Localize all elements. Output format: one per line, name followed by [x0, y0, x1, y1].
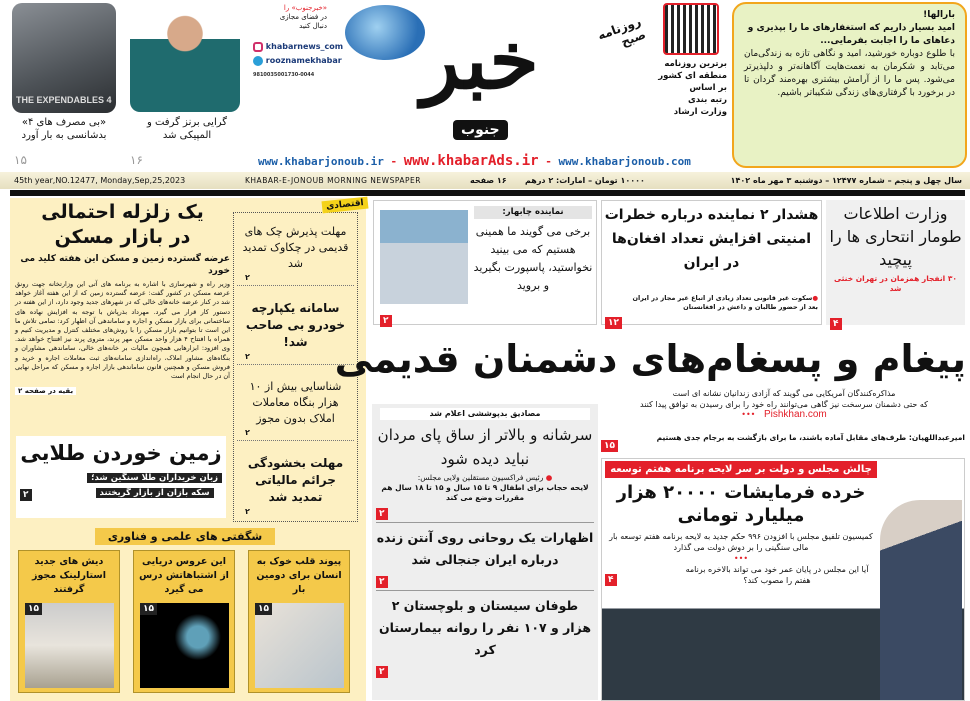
- science-title: شگفتی های علمی و فناوری: [95, 528, 275, 545]
- interview-page: ۲: [380, 315, 392, 327]
- housing-title[interactable]: [15, 200, 230, 250]
- qr-caption-3: بر اساس: [689, 83, 727, 93]
- budget-page: ۴: [605, 574, 617, 586]
- teaser-page-2: ۱۶: [130, 153, 143, 167]
- qr-code[interactable]: [663, 3, 719, 55]
- cleric-title[interactable]: اظهارات یک روحانی روی آنتن زنده درباره ایران جنجالی شد: [376, 530, 594, 567]
- gold-sub-2: سکه بازان از بازار گریختند: [96, 488, 214, 498]
- divider: [10, 190, 965, 196]
- divider: [376, 522, 594, 523]
- social-intro-2: در فضای مجازی: [279, 13, 327, 21]
- science-photo: [140, 603, 229, 688]
- info-fa-date: سال چهل و پنجم – شماره ۱۲۴۷۷ – دوشنبه ۳ مهر ماه ۱۴۰۲: [730, 176, 962, 185]
- hijab-detail: لایحه حجاب برای اطفال ۹ تا ۱۵ سال و ۱۵ تا ۱۸ سال هم مقررات وضع می کند: [381, 483, 589, 502]
- housing-subtitle: عرضه گسترده زمین و مسکن این هفته کلید می خورد: [20, 254, 230, 276]
- qr-caption-5: وزارت ارشاد: [673, 107, 727, 117]
- continued-link[interactable]: بقیه در صفحه ۲: [15, 387, 76, 395]
- housing-body: وزیر راه و شهرسازی با اشاره به برنامه های آتی این وزارتخانه جهت رونق عرضه مسکن در کشور گفت: عرضه گسترده زمین که از این هفته آغاز خواهد شد در کنار عرضه خانه‌های خالی که در شهرهای جدید وجود دارد، از این هفته در دستور کار قرار می گیرد. مهرداد بذرپاش با توجه به افزایش نهاده های ساختمانی برای بازار مسکن و اجاره و ساماندهی آن اظهار کرد: تمامی تلاش ما این است تا بتوانیم بازار مسکن را با روش‌های مختلف کنترل و مدیریت کنیم و همراه با افتتاح ۴ هزار واحد مسکن مهر پرند، متروی پرند نیز افتتاح خواهد شد. وی افزود: ابزارهایی همچون مالیات بر خانه‌های خالی، ساماندهی مشاوران و بنگاه‌های مشاور املاک، راه‌اندازی سامانه‌های ثبت معاملات اجاره و خرید و فروش مسکن و همچنین قانون ساماندهی بازار اجاره و مسکن که مراحل نهایی آن در حال انجام است: [15, 280, 230, 381]
- teaser-caption-2[interactable]: گرایی برنز گرفت و المپیکی شد: [146, 117, 228, 141]
- url-sep: -: [545, 155, 552, 168]
- lead-line-1: مذاکره‌کنندگان آمریکایی می گویند که آزادی زندانیان نشانه ای است: [672, 389, 896, 398]
- economy-item-title: شناسایی بیش از ۱۰ هزار بنگاه معاملات املاک بدون مجوز: [249, 380, 342, 425]
- economy-page-1: ۲: [245, 273, 250, 282]
- headline-lead: [603, 389, 965, 421]
- interview-title: برخی می گویند ما همینی هستیم که می بینید نخواستید، پاسپورت بگیرید و بروید: [473, 225, 593, 292]
- url-ads[interactable]: www.khabarAds.ir: [403, 153, 539, 169]
- telegram-link[interactable]: [253, 54, 343, 68]
- prayer-lead: امید بسیار داریم که استغفارهای ما را بپذیری و دعاهای ما را اجابت بفرمایی...: [747, 23, 955, 46]
- budget-dots: •••: [733, 554, 749, 563]
- science-page: ۱۵: [140, 603, 157, 615]
- telegram-icon: [253, 56, 263, 66]
- budget-p1: کمیسیون تلفیق مجلس با افزودن ۹۹۶ حکم جدید به لایحه برنامه هفتم توسعه بار مالی سنگینی را بر دوش دولت می گذارد: [609, 532, 873, 552]
- url-sep: -: [390, 155, 398, 168]
- economy-item-4[interactable]: [237, 452, 354, 519]
- social-intro-3: دنبال کنید: [299, 22, 327, 30]
- info-pages: ۱۶ صفحه: [470, 176, 507, 185]
- logo-sub: جنوب: [453, 120, 508, 140]
- science-card-3[interactable]: [18, 550, 120, 693]
- photo-text: THE EXPENDABLES 4: [16, 95, 112, 105]
- economy-label: اقتصادی: [321, 197, 368, 214]
- gold-page: ۲: [20, 489, 32, 501]
- afghan-page: ۱۲: [605, 317, 622, 329]
- hijab-lead-block: [376, 473, 594, 503]
- interview-kicker: نماینده چابهار:: [474, 206, 592, 219]
- qr-caption-2: منطقه ای کشور: [658, 71, 727, 81]
- cleric-page: ۲: [376, 576, 388, 588]
- main-headline[interactable]: پیغام و پسغام‌های دشمنان قدیمی: [334, 337, 966, 381]
- lead-line-2: که حتی دشمنان سرسخت نیز گاهی می‌توانند راه خود را برای رسیدن به توافق پیدا کنند: [640, 399, 928, 409]
- teaser-page-1: ۱۵: [14, 153, 27, 167]
- science-card-title: این عروس دریایی از اشتباهاتش درس می گیرد: [139, 556, 229, 595]
- prayer-box: [732, 2, 967, 168]
- url-left[interactable]: www.khabarjonoub.ir: [258, 155, 384, 168]
- divider: [376, 590, 594, 591]
- economy-item-1[interactable]: [237, 221, 354, 286]
- budget-kicker: چالش مجلس و دولت بر سر لایحه برنامه هفتم توسعه: [605, 461, 877, 478]
- prayer-body: با طلوع دوباره خورشید، امید و نگاهی تازه به زندگی‌مان می‌تابد و شکرمان به نعمت‌هایت آگاهانه‌تر و دلپذیرتر می‌شود. پس ما را از آرامش بیشتری بهره‌مند گردان تا در برخورد با گرفتاری‌های زندگی شکیباتر باشیم.: [744, 49, 955, 98]
- url-right[interactable]: www.khabarjonoub.com: [558, 155, 691, 168]
- science-page: ۱۵: [255, 603, 272, 615]
- intel-page: ۴: [830, 318, 842, 330]
- science-photo: [25, 603, 114, 688]
- instagram-handle: khabarnews_com: [265, 42, 344, 51]
- info-bar: [0, 172, 970, 189]
- budget-title: خرده فرمایشات ۲۰۰۰۰ هزار میلیارد تومانی: [616, 482, 866, 526]
- economy-item-title: مهلت بخشودگی جرائم مالیاتی تمدید شد: [247, 456, 344, 504]
- quote-line: امیرعبداللهیان: طرف‌های مقابل آماده باشند، ما برای بازگشت به برجام جدی هستیم: [656, 433, 965, 442]
- newspaper-logo[interactable]: [335, 0, 648, 150]
- economy-page-3: ۲: [245, 428, 250, 437]
- science-card-title: دیش های جدید استارلینک مجوز گرفتند: [31, 556, 107, 595]
- economy-page-2: ۲: [245, 352, 250, 361]
- afghan-bullet: [624, 294, 818, 312]
- info-en-name: KHABAR-E-JONOUB MORNING NEWSPAPER: [245, 176, 421, 185]
- social-box: [252, 4, 327, 31]
- science-photo: [255, 603, 344, 688]
- science-card-2[interactable]: [133, 550, 235, 693]
- economy-item-title: سامانه یکپارچه خودرو بی صاحب شد!: [245, 301, 346, 349]
- hijab-title[interactable]: سرشانه و بالاتر از ساق پای مردان نباید دیده شود: [377, 426, 593, 468]
- qr-caption-1: برترین روزنامه: [664, 59, 727, 69]
- qr-caption-4: رتبه بندی: [687, 95, 727, 105]
- interview-photo: [380, 210, 468, 304]
- info-price: ۱۰۰۰۰ تومان – امارات: ۲ درهم: [525, 176, 645, 185]
- hijab-kicker: مصادیق بدپوششی اعلام شد: [380, 408, 590, 420]
- storm-title[interactable]: طوفان سیستان و بلوچستان ۲ هزار و ۱۰۷ نفر را روانه بیمارستان کرد: [379, 598, 591, 657]
- economy-page-4: ۲: [245, 507, 250, 516]
- lead-dots: •••: [741, 410, 756, 419]
- teaser-caption-1[interactable]: «بی مصرف های ۴» بدشانسی به بار آورد: [21, 117, 107, 141]
- logo-main: خبر: [421, 13, 539, 107]
- expendables-photo[interactable]: [12, 3, 116, 113]
- sms-number: 9810035001730-0044: [253, 72, 315, 78]
- budget-p2: آیا این مجلس در پایان عمر خود می تواند بالاخره برنامه هفتم را مصوب کند؟: [685, 565, 869, 585]
- hijab-page: ۲: [376, 508, 388, 520]
- instagram-link[interactable]: [253, 40, 343, 54]
- social-intro: «خبرجنوب» را: [283, 4, 327, 12]
- intel-sub: ۳۰ انفجار همزمان در تهران خنثی شد: [834, 274, 957, 293]
- gold-title: زمین خوردن طلایی: [20, 441, 222, 465]
- gold-box[interactable]: [16, 436, 226, 518]
- housing-title-1: یک زلزله احتمالی: [41, 201, 204, 223]
- instagram-icon: [253, 42, 263, 52]
- hijab-lead: رئیس فراکسیون مستقلین ولایی مجلس:: [417, 473, 544, 482]
- bullet-icon: ●: [812, 294, 818, 302]
- science-card-1[interactable]: [248, 550, 350, 693]
- housing-title-2: در بازار مسکن: [54, 226, 191, 248]
- logo-tag: روزنامه صبح: [595, 14, 648, 50]
- gold-sub-1: زبان خریداران طلا سنگین شد؛: [87, 473, 222, 483]
- intel-title: وزارت اطلاعات طومار انتحاری ها را پیچید: [829, 204, 962, 269]
- science-card-title: پیوند قلب خوک به انسان برای دومین بار: [256, 556, 342, 595]
- telegram-handle: rooznamekhabar: [265, 56, 342, 65]
- url-line: [258, 152, 723, 171]
- prayer-title: بارالها!: [923, 10, 955, 20]
- budget-photo: [880, 500, 962, 700]
- economy-item-title: مهلت پذیرش چک های قدیمی در چکاوک تمدید شد: [242, 225, 349, 270]
- afghan-title: هشدار ۲ نماینده درباره خطرات امنیتی افزایش تعداد افغان‌ها در ایران: [604, 207, 819, 271]
- science-page: ۱۵: [25, 603, 42, 615]
- wrestler-photo[interactable]: [130, 0, 240, 112]
- storm-page: ۲: [376, 666, 388, 678]
- info-en-date: 45th year,NO.12477, Monday,Sep,25,2023: [14, 176, 186, 185]
- quote-page: ۱۵: [601, 440, 618, 452]
- afghan-bullet-text: سکوت غیر قانونی تعداد زیادی از اتباع غیر مجاز در ایران بعد از حضور طالبان و داعش در افغانستان: [632, 294, 818, 311]
- watermark: Pishkhan.com: [763, 409, 827, 420]
- bullet-icon: ●: [545, 473, 553, 482]
